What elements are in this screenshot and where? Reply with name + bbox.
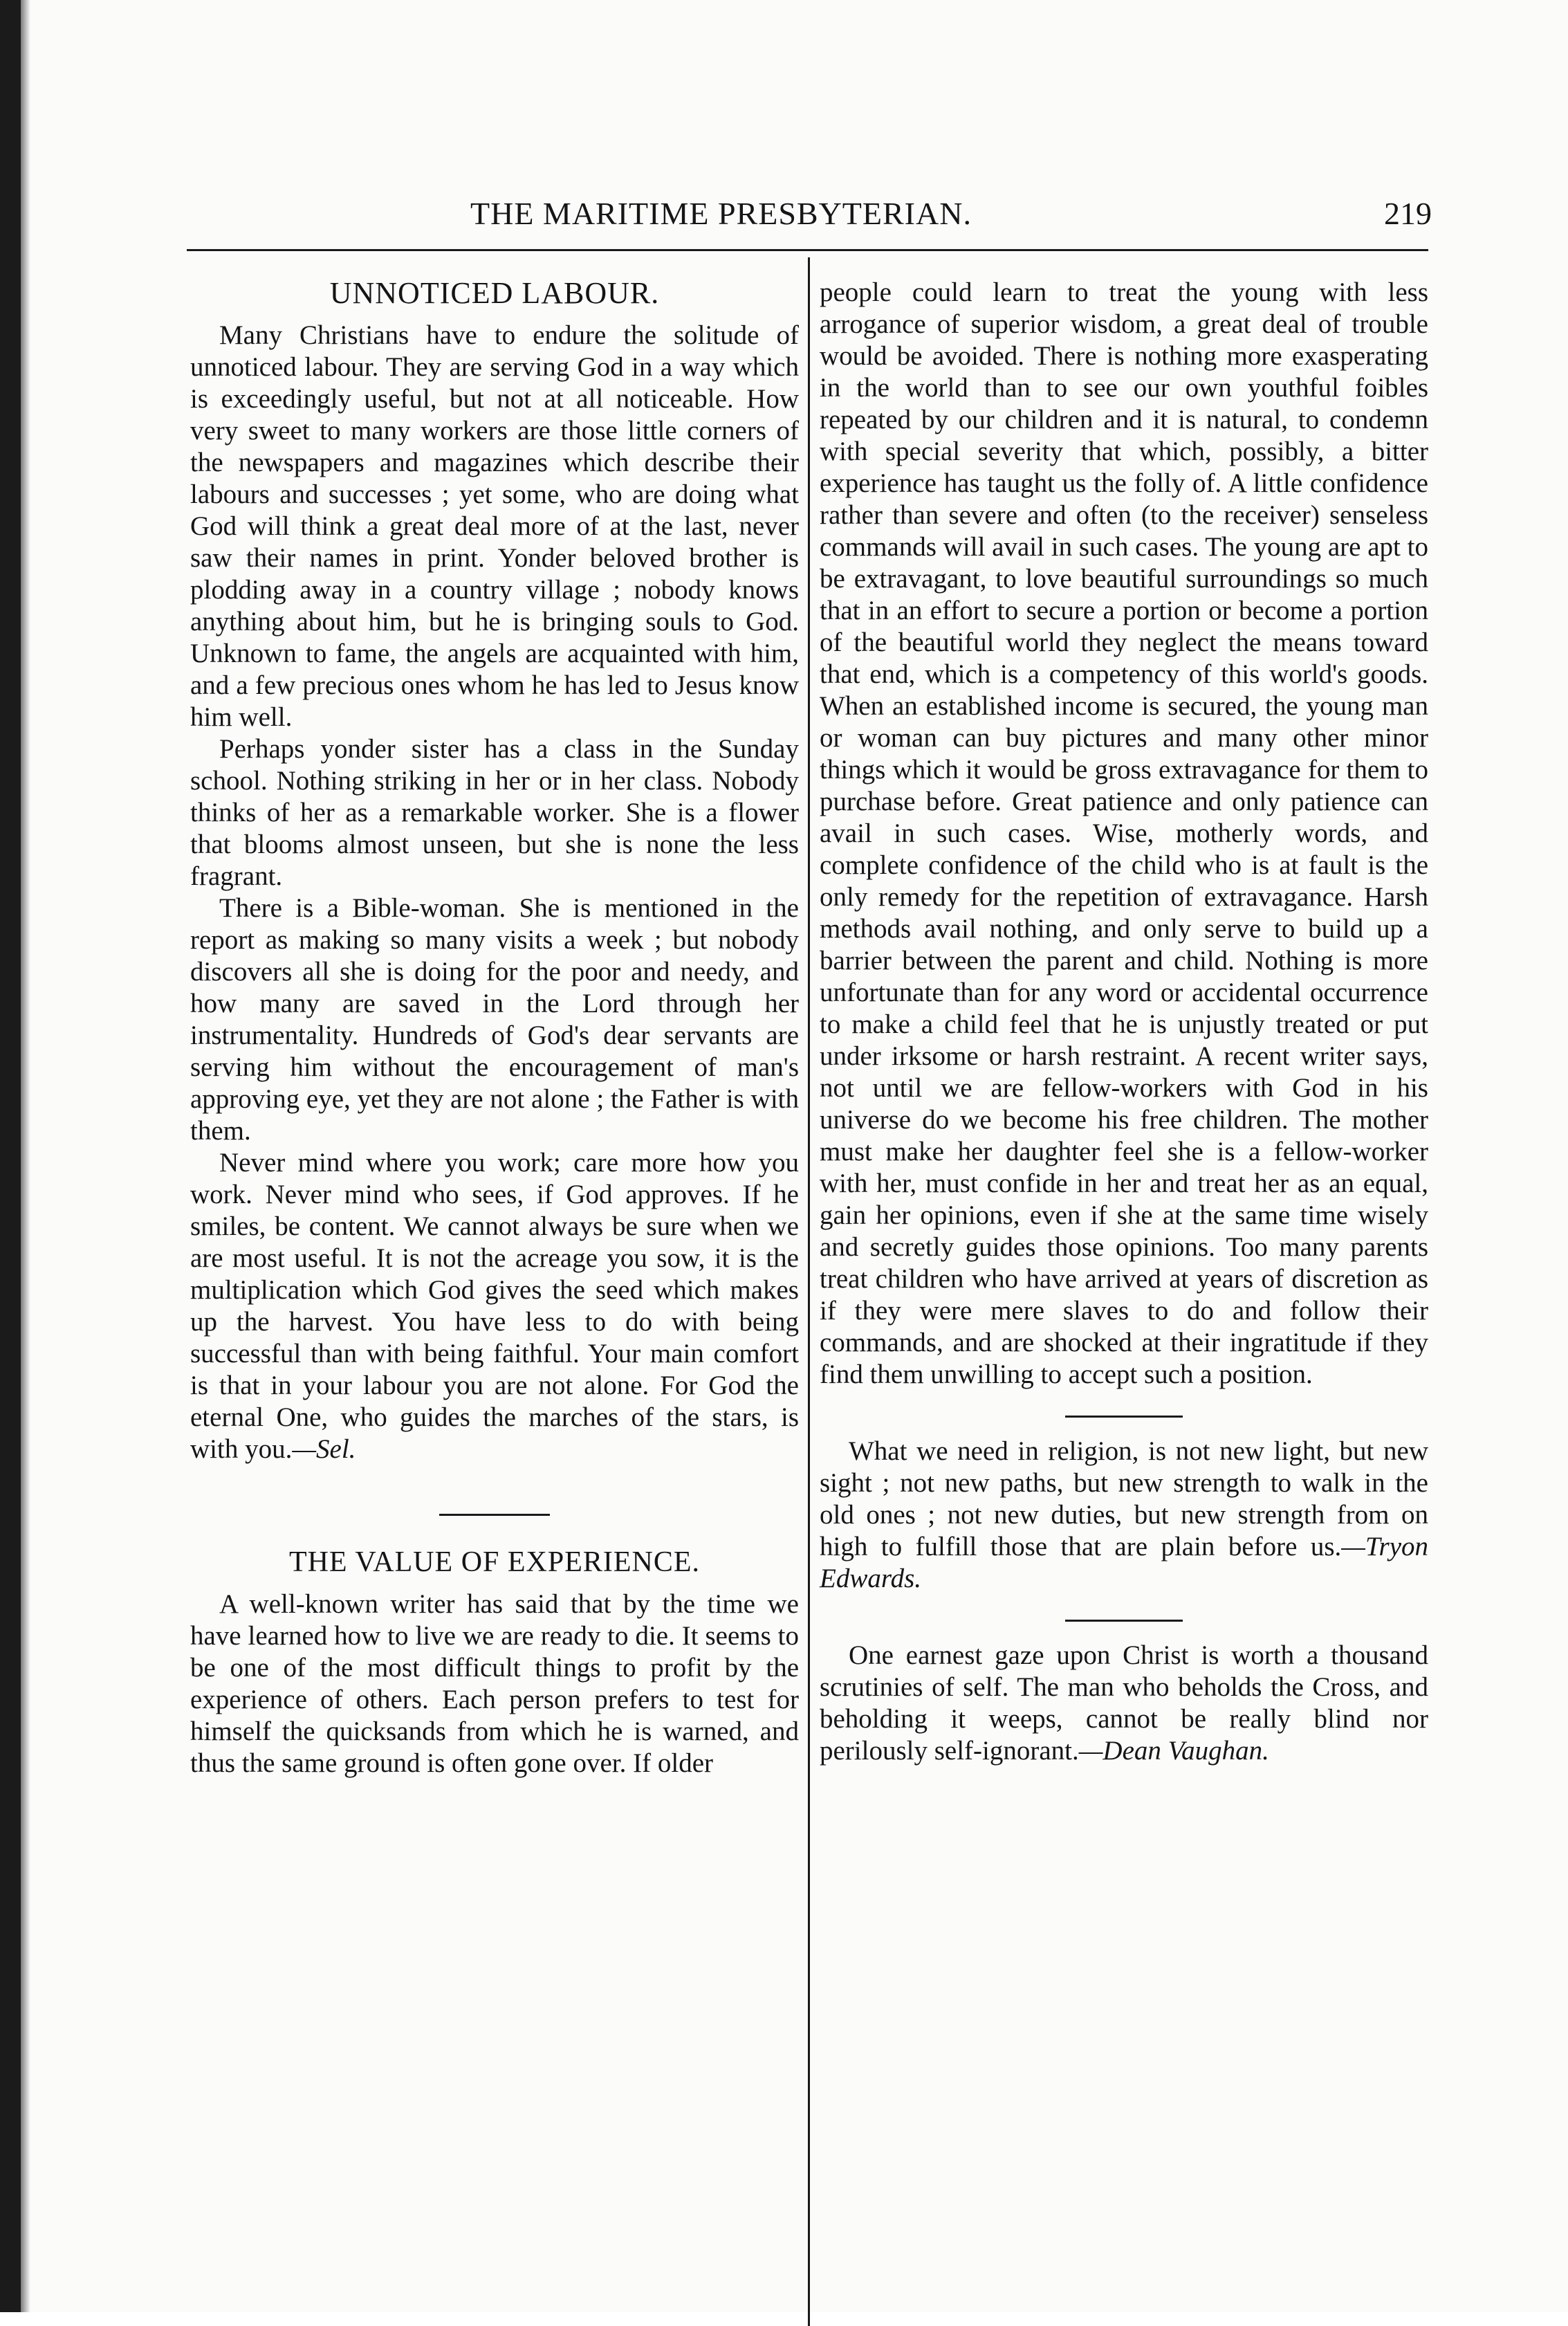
- binding-edge: [0, 0, 21, 2312]
- paragraph: [190, 1147, 799, 1465]
- quote-text: One earnest gaze upon Christ is worth a thousand scrutinies of self. The man who beholds the Cross, and beholding it weeps, cannot be really blind nor perilously self-ignorant.: [820, 1640, 1428, 1766]
- article-title-value-of-experience: THE VALUE OF EXPERIENCE.: [288, 1546, 701, 1579]
- right-column: [820, 277, 1428, 1767]
- section-divider: [1065, 1416, 1183, 1418]
- quote-attribution: —Dean Vaughan.: [1078, 1736, 1269, 1766]
- column-divider: [808, 257, 810, 2326]
- quote-attribution: —Tryon Edwards.: [820, 1532, 1428, 1593]
- header-rule: [187, 249, 1428, 251]
- signature: —Sel.: [292, 1434, 356, 1465]
- paragraph: Perhaps yonder sister has a class in the Sunday school. Nothing striking in her or in her class. Nobody thinks of her as a remarkable worker. She is a flower that blooms almost unseen, but she is none the less fragrant.: [190, 734, 799, 892]
- paragraph: There is a Bible-woman. She is mentioned in the report as making so many visits a week ; but nobody discovers all she is doing for the poor and needy, and how many are saved in the Lord through her instrumentality. Hundreds of God's dear servants are serving him without the encouragement of man's approving eye, yet they are not alone ; the Father is with them.: [190, 893, 799, 1146]
- quote-dean-vaughan: [820, 1640, 1428, 1767]
- section-divider: [1065, 1620, 1183, 1622]
- paragraph: A well-known writer has said that by the time we have learned how to live we are ready to die. It seems to be one of the most difficult things to profit by the experience of others. Each person prefers to test for himself the quicksands from which he is warned, and thus the same ground is often gone over. If older: [190, 1588, 799, 1778]
- quote-tryon-edwards: [820, 1436, 1428, 1595]
- article-title-unnoticed-labour: UNNOTICED LABOUR.: [329, 276, 660, 310]
- paragraph-continuation: people could learn to treat the young with less arrogance of superior wisdom, a great deal of trouble would be avoided. There is nothing more exasperating in the world than to see our own youthful foibles repeated by our children and it is natural, to condemn with special severity that which, possibly, a bitter experience has taught us the folly of. A little confidence rather than severe and often (to the receiver) senseless commands will avail in such cases. The young are apt to be extravagant, to love beautiful surroundings so much that in an effort to secure a portion or become a portion of the beautiful world they neglect the means toward that end, which is a competency of this world's goods. When an established income is secured, the young man or woman can buy pictures and many other minor things which it would be gross extravagance for them to purchase before. Great patience and only patience can avail in such cases. Wise, motherly words, and complete confidence of the child who is at fault is the only remedy for the repetition of extravagance. Harsh methods avail nothing, and only serve to build up a barrier between the parent and child. Nothing is more unfortunate than for any word or accidental occurrence to make a child feel that he is unjustly treated or put under irksome or harsh restraint. A recent writer says, not until we are fellow-workers with God in his universe do we become his free children. The mother must make her daughter feel she is a fellow-worker with her, must confide in her and treat her as an equal, gain her opinions, even if she at the same time wisely and secretly guides those opinions. Too many parents treat children who have arrived at years of discretion as if they were mere slaves to do and follow their commands, and are shocked at their ingratitude if they find them unwilling to accept such a position.: [820, 277, 1428, 1389]
- left-column: [190, 277, 799, 1779]
- quote-text: What we need in religion, is not new light, but new sight ; not new paths, but new strength to walk in the old ones ; not new duties, but new strength from on high to fulfill those that are plain before us.: [820, 1436, 1428, 1562]
- page-number: 219: [1384, 196, 1432, 231]
- publication-title: THE MARITIME PRESBYTERIAN.: [470, 196, 972, 231]
- paragraph: Many Christians have to endure the solitude of unnoticed labour. They are serving God in a way which is exceedingly useful, but not at all noticeable. How very sweet to many workers are those little corners of the newspapers and magazines which describe their labours and successes ; yet some, who are doing what God will think a great deal more of at the last, never saw their names in print. Yonder beloved brother is plodding away in a country village ; nobody knows anything about him, but he is bringing souls to God. Unknown to fame, the angels are acquainted with him, and a few precious ones whom he has led to Jesus know him well.: [190, 320, 799, 733]
- running-head: [180, 195, 1432, 244]
- section-divider: [439, 1514, 550, 1516]
- paragraph-text: Never mind where you work; care more how you work. Never mind who sees, if God approves. If he smiles, be content. We cannot always be sure when we are most useful. It is not the acreage you sow, it is the multiplication which God gives the seed which makes up the harvest. You have less to do with being successful than with being faithful. Your main comfort is that in your labour you are not alone. For God the eternal One, who guides the marches of the stars, is with you.: [190, 1148, 799, 1465]
